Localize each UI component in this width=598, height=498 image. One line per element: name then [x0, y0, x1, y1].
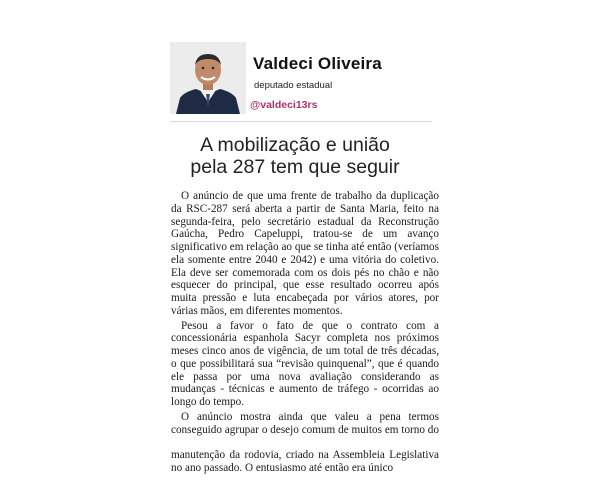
- author-name: Valdeci Oliveira: [253, 54, 382, 73]
- article-body: [171, 190, 439, 474]
- crop-mask: [165, 436, 445, 448]
- header-divider: [170, 121, 432, 122]
- article-title-line-2: pela 287 tem que seguir: [190, 156, 400, 178]
- article-paragraph: Pesou a favor o fato de que o contrato com a concessionária espanhola Sacyr completa nos próximos meses cinco anos de vigência, de um total de três décadas, o que possibilitará sua “revisão quinquenal”, que é quando ele passa por uma nova avaliação considerando as mudanças - técnicas e aumento de tráfego - ocorridas ao longo do tempo.: [171, 319, 439, 408]
- author-handle: @valdeci13rs: [250, 99, 318, 111]
- article-paragraph: O anúncio de que uma frente de trabalho da duplicação da RSC-287 será aberta a partir de Santa Maria, feito na segunda-feira, pelo secretário estadual da Reconstrução Gaúcha, Pedro Capeluppi, tratou-se de um avanço significativo em relação ao que se tinha até então (veríamos ela somente entre 2040 e 2042) e uma vitória do coletivo. Ela deve ser comemorada com os dois pés no chão e não esquecer do principal, que esse resultado ocorreu após muita pressão e luta encabeçada por vários atores, por várias mãos, em diferentes momentos.: [171, 190, 439, 317]
- article-title: [150, 134, 440, 178]
- article-title-line-1: A mobilização e união: [200, 134, 390, 156]
- article-paragraph: O anúncio mostra ainda que valeu a pena termos conseguido agrupar o desejo comum de muitos em torno do manutenção da rodovia, criado na Assembleia Legislativa no ano passado. O entusiasmo até então era único: [171, 410, 439, 474]
- author-role: deputado estadual: [254, 80, 333, 91]
- author-photo: [170, 42, 246, 114]
